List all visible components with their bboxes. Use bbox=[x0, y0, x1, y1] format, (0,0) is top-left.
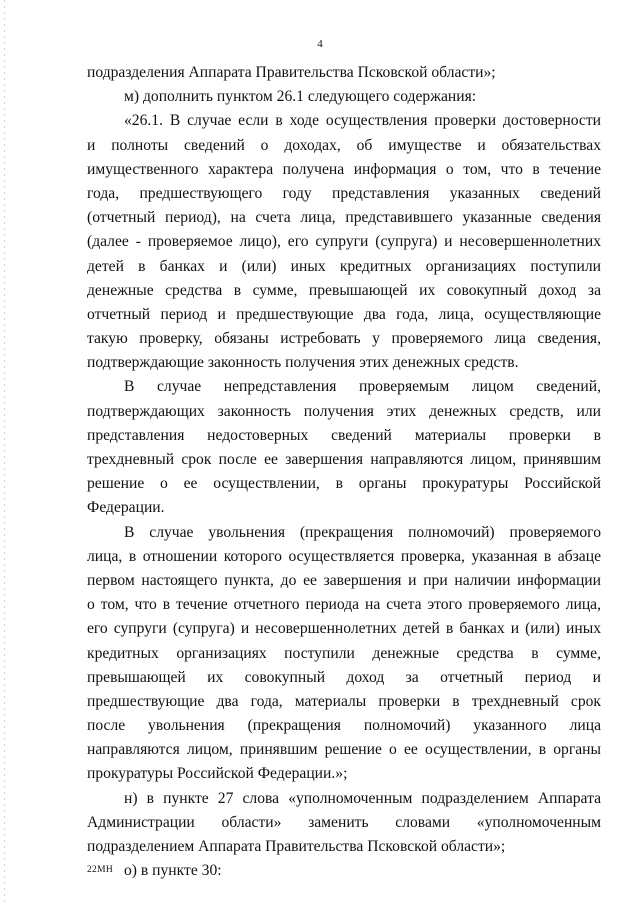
document-body bbox=[87, 61, 601, 883]
text-line: после увольнения (прекращения полномочий) указанного лица bbox=[87, 717, 601, 735]
text-line: решение о ее осуществлении, в органы прокуратуры Российской bbox=[87, 475, 601, 493]
text-line: предшествующие два года, материалы проверки в трехдневный срок bbox=[87, 692, 601, 710]
text-line: такую проверку, обязаны истребовать у проверяемого лица сведения, bbox=[87, 330, 601, 348]
text-line: о том, что в течение отчетного периода на счета этого проверяемого лица, bbox=[87, 596, 601, 614]
text-line: представления недостоверных сведений материалы проверки в bbox=[87, 426, 601, 444]
text-line: Федерации. bbox=[87, 499, 165, 517]
text-line: В случае увольнения (прекращения полномочий) проверяемого bbox=[124, 523, 601, 541]
text-line: лица, в отношении которого осуществляется проверка, указанная в абзаце bbox=[87, 547, 601, 565]
text-line: «26.1. В случае если в ходе осуществления проверки достоверности bbox=[124, 112, 601, 130]
text-line: подтверждающих законность получения этих денежных средств, или bbox=[87, 402, 601, 420]
text-line: отчетный период и предшествующие два года, лица, осуществляющие bbox=[87, 305, 601, 323]
text-line: подразделением Аппарата Правительства Псковской области»; bbox=[87, 838, 506, 855]
text-line: первом настоящего пункта, до ее завершения и при наличии информации bbox=[87, 571, 601, 589]
text-line: трехдневный срок после ее завершения направляются лицом, принявшим bbox=[87, 451, 601, 468]
text-line: (отчетный период), на счета лица, представившего указанные сведения bbox=[87, 209, 601, 227]
text-line: (далее - проверяемое лицо), его супруги (супруга) и несовершеннолетних bbox=[87, 233, 601, 251]
text-line: превышающей их совокупный доход за отчетный период и bbox=[87, 668, 601, 686]
text-line: кредитных организациях поступили денежные средства в сумме, bbox=[87, 644, 601, 662]
text-line: детей в банках и (или) иных кредитных организациях поступили bbox=[87, 257, 601, 275]
text-line: о) в пункте 30: bbox=[124, 862, 222, 880]
scan-margin-mark bbox=[4, 0, 5, 905]
text-line: Администрации области» заменить словами «уполномоченным bbox=[87, 813, 601, 831]
text-line: денежные средства в сумме, превышающей их совокупный доход за bbox=[87, 281, 601, 299]
page-number: 4 bbox=[317, 38, 323, 50]
text-line: года, предшествующего году представления указанных сведений bbox=[87, 184, 601, 202]
text-line: направляются лицом, принявшим решение о ее осуществлении, в органы bbox=[87, 741, 601, 759]
text-line: подтверждающие законность получения этих денежных средств. bbox=[87, 354, 519, 372]
text-line: его супруги (супруга) и несовершеннолетних детей в банках и (или) иных bbox=[87, 620, 601, 638]
text-line: В случае непредставления проверяемым лицом сведений, bbox=[124, 378, 601, 396]
text-line: и полноты сведений о доходах, об имуществе и обязательствах bbox=[87, 136, 601, 154]
text-line: прокуратуры Российской Федерации.»; bbox=[87, 765, 348, 783]
text-line: н) в пункте 27 слова «уполномоченным подразделением Аппарата bbox=[124, 789, 601, 807]
text-line: имущественного характера получена информация о том, что в течение bbox=[87, 160, 601, 178]
text-line: подразделения Аппарата Правительства Псковской области»; bbox=[87, 64, 496, 81]
text-line: м) дополнить пунктом 26.1 следующего содержания: bbox=[124, 88, 477, 106]
document-code: 22МН bbox=[87, 865, 114, 875]
